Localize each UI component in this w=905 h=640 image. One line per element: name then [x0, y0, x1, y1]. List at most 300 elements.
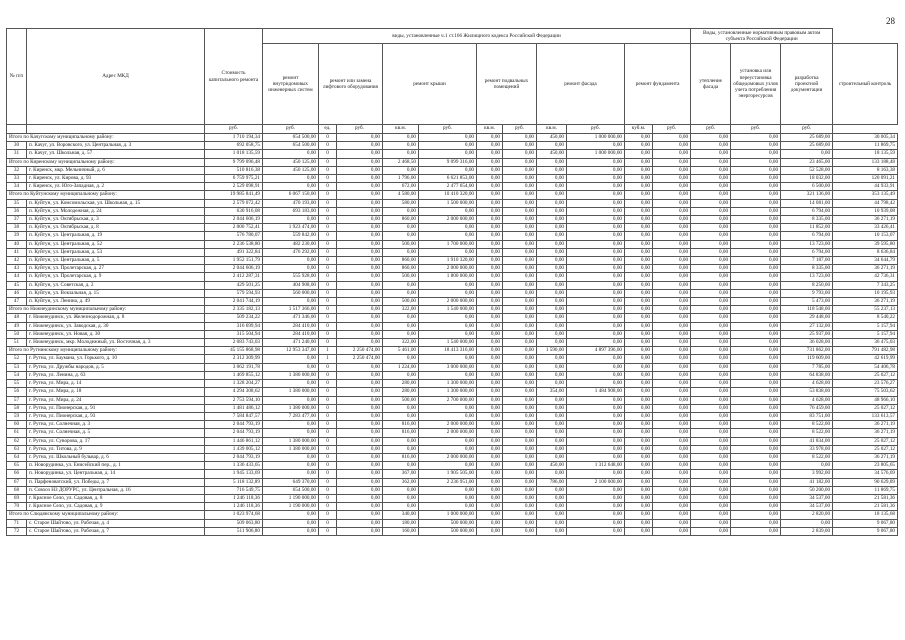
value-cell: 0,00	[731, 306, 781, 314]
row-address: г. Рутна, ул. Суворова, д. 17	[27, 437, 205, 445]
value-cell: 0,00	[691, 527, 731, 535]
value-cell: 0,00	[567, 273, 625, 281]
table-row	[7, 486, 898, 494]
value-cell: 0,00	[731, 257, 781, 265]
value-cell: 0,00	[477, 445, 503, 453]
value-cell: 0,00	[537, 519, 567, 527]
row-address: п. Куйтун, ул. Центральная, д. 19	[27, 232, 205, 240]
value-cell: 0,00	[731, 453, 781, 461]
value-cell: 48 966,10	[833, 396, 898, 404]
value-cell: 0,00	[477, 511, 503, 519]
value-cell: 0,00	[653, 437, 691, 445]
value-cell: 0,00	[691, 347, 731, 355]
value-cell: 0,00	[653, 388, 691, 396]
value-cell: 0	[319, 478, 337, 486]
value-cell: 0,00	[477, 453, 503, 461]
value-cell: 500,00	[383, 396, 419, 404]
value-cell: 0,00	[419, 486, 477, 494]
value-cell: 0,00	[263, 470, 319, 478]
value-cell: 36 271,19	[833, 298, 898, 306]
value-cell: 0,00	[691, 339, 731, 347]
value-cell: 34 576,69	[833, 470, 898, 478]
value-cell: 0,00	[337, 298, 383, 306]
value-cell: 1 380 000,00	[263, 404, 319, 412]
row-number: 48	[7, 314, 27, 322]
value-cell: 0,00	[383, 150, 419, 158]
value-cell: 8 540,22	[833, 314, 898, 322]
value-cell: 36 028,00	[781, 339, 833, 347]
value-cell: 0,00	[625, 511, 653, 519]
value-cell: 10 195,93	[833, 289, 898, 297]
value-cell: 1 439 005,12	[205, 445, 263, 453]
value-cell: 0,00	[625, 248, 653, 256]
row-address: г. Красное Село, ул. Садовая, д. 9	[27, 503, 205, 511]
value-cell: 6 621 853,00	[419, 175, 477, 183]
value-cell: 0,00	[537, 503, 567, 511]
value-cell: 482 230,00	[263, 240, 319, 248]
value-cell: 0,00	[477, 322, 503, 330]
row-address: г. Рутна, ул. Баумана, ул. Горького, д. 10	[27, 355, 205, 363]
value-cell: 786,00	[537, 478, 567, 486]
unit-cell: руб.	[731, 125, 781, 134]
value-cell: 0,00	[731, 470, 781, 478]
row-number: 49	[7, 322, 27, 330]
value-cell: 0,00	[503, 355, 537, 363]
value-cell: 0,00	[503, 224, 537, 232]
row-address: п. Качуг, ул. Воровского, ул. Центральная, д. 3	[27, 142, 205, 150]
group-regional-header: Виды, установленные нормативным правовым актом субъекта Российской Федерации	[691, 29, 833, 44]
value-cell: 0,00	[625, 355, 653, 363]
value-cell: 0,00	[503, 289, 537, 297]
row-number: 59	[7, 412, 27, 420]
row-address: г. Рутна, ул. Солнечная, д. 3	[27, 421, 205, 429]
value-cell: 1 000 000,00	[419, 511, 477, 519]
value-cell: 0,00	[567, 519, 625, 527]
subtotal-label: Итого по Нижнеудинскому муниципальному району:	[7, 306, 205, 314]
value-cell: 0,00	[731, 150, 781, 158]
value-cell: 0	[319, 224, 337, 232]
value-cell: 0	[319, 207, 337, 215]
value-cell: 0,00	[337, 142, 383, 150]
table-row	[7, 437, 898, 445]
value-cell: 0,00	[691, 248, 731, 256]
value-cell: 0,00	[625, 150, 653, 158]
value-cell: 672,00	[383, 183, 419, 191]
value-cell: 0,00	[691, 166, 731, 174]
value-cell: 0,00	[653, 150, 691, 158]
value-cell: 0,00	[625, 347, 653, 355]
table-row	[7, 429, 898, 437]
row-address: г. Киренск, мкр. Мельничный, д. 6	[27, 166, 205, 174]
value-cell: 0,00	[653, 191, 691, 199]
value-cell: 3 992,00	[781, 470, 833, 478]
value-cell: 6 067 150,00	[263, 191, 319, 199]
value-cell: 0,00	[383, 486, 419, 494]
value-cell: 555 928,00	[263, 273, 319, 281]
value-cell: 0,00	[567, 396, 625, 404]
table-row	[7, 322, 898, 330]
value-cell: 0,00	[537, 142, 567, 150]
value-cell: 0,00	[625, 134, 653, 142]
value-cell: 1 590,00	[537, 347, 567, 355]
value-cell: 21 581,36	[833, 494, 898, 502]
col-address-header: Адрес МКД	[27, 29, 205, 125]
value-cell: 0,00	[337, 314, 383, 322]
value-cell: 0,00	[625, 339, 653, 347]
value-cell: 0,00	[537, 453, 567, 461]
value-cell: 0,00	[419, 150, 477, 158]
value-cell: 0,00	[477, 388, 503, 396]
value-cell: 470 193,00	[263, 199, 319, 207]
value-cell: 0,00	[477, 224, 503, 232]
value-cell: 0,00	[691, 486, 731, 494]
value-cell: 816,00	[383, 453, 419, 461]
row-number: 58	[7, 404, 27, 412]
value-cell: 25 689,00	[781, 142, 833, 150]
value-cell: 0,00	[477, 330, 503, 338]
value-cell: 44 798,42	[833, 199, 898, 207]
value-cell: 0,00	[625, 519, 653, 527]
value-cell: 429 501,25	[205, 281, 263, 289]
value-cell: 0,00	[653, 347, 691, 355]
value-cell: 0,00	[503, 281, 537, 289]
value-cell: 0,00	[383, 224, 419, 232]
value-cell: 560 000,00	[263, 289, 319, 297]
value-cell: 36 271,19	[833, 216, 898, 224]
value-cell: 9 793,00	[781, 289, 833, 297]
value-cell: 0,00	[731, 224, 781, 232]
row-address: г. Рутна, ул. Мира, д. 18	[27, 388, 205, 396]
value-cell: 0,00	[731, 503, 781, 511]
value-cell: 25 027,12	[833, 437, 898, 445]
value-cell: 0,00	[537, 437, 567, 445]
value-cell: 0,00	[625, 257, 653, 265]
value-cell: 0,00	[731, 281, 781, 289]
unit-cell: куб.м.	[625, 125, 653, 134]
value-cell: 0,00	[691, 429, 731, 437]
value-cell: 0,00	[567, 486, 625, 494]
value-cell: 34 537,00	[781, 494, 833, 502]
value-cell: 0,00	[537, 199, 567, 207]
value-cell: 2 312 309,99	[205, 355, 263, 363]
value-cell: 0	[319, 412, 337, 420]
row-number: 37	[7, 216, 27, 224]
value-cell: 180,00	[383, 519, 419, 527]
value-cell: 500 000,00	[419, 527, 477, 535]
value-cell: 2 839,00	[781, 527, 833, 535]
value-cell: 0,00	[337, 232, 383, 240]
value-cell: 0,00	[691, 240, 731, 248]
value-cell: 353 135,49	[833, 191, 898, 199]
value-cell: 1 923 474,00	[263, 224, 319, 232]
value-cell: 0,00	[625, 232, 653, 240]
row-number: 42	[7, 257, 27, 265]
subtotal-row	[7, 347, 898, 355]
row-address: г. Нижнеудинск, ул. Новая, д. 30	[27, 330, 205, 338]
value-cell: 280,00	[383, 380, 419, 388]
value-cell: 52 528,00	[781, 166, 833, 174]
row-number: 69	[7, 494, 27, 502]
value-cell: 0	[319, 150, 337, 158]
value-cell: 0,00	[625, 265, 653, 273]
value-cell: 0,00	[653, 462, 691, 470]
table-row	[7, 363, 898, 371]
value-cell: 0,00	[625, 380, 653, 388]
value-cell: 9 067,80	[833, 519, 898, 527]
value-cell: 0,00	[263, 396, 319, 404]
value-cell: 0,00	[337, 306, 383, 314]
value-cell: 0,00	[567, 445, 625, 453]
value-cell: 450 125,00	[263, 166, 319, 174]
value-cell: 27 132,00	[781, 322, 833, 330]
value-cell: 0	[319, 281, 337, 289]
value-cell: 0,00	[625, 306, 653, 314]
value-cell: 0,00	[337, 224, 383, 232]
value-cell: 1 246 118,36	[205, 494, 263, 502]
value-cell: 0,00	[337, 150, 383, 158]
value-cell: 0,00	[537, 207, 567, 215]
unit-cell: руб.	[263, 125, 319, 134]
value-cell: 0,00	[691, 216, 731, 224]
value-cell: 0,00	[383, 289, 419, 297]
value-cell: 692 058,75	[205, 142, 263, 150]
row-address: г. Красное Село, ул. Садовая, д. 8	[27, 494, 205, 502]
value-cell: 2 236 951,00	[419, 478, 477, 486]
value-cell: 0	[319, 257, 337, 265]
value-cell: 0,00	[503, 306, 537, 314]
value-cell: 0,00	[537, 273, 567, 281]
col-control-header: строительный контроль	[833, 44, 898, 125]
value-cell: 0,00	[567, 421, 625, 429]
table-row	[7, 462, 898, 470]
value-cell: 0,00	[653, 503, 691, 511]
value-cell: 0,00	[731, 216, 781, 224]
value-cell: 0,00	[653, 445, 691, 453]
value-cell: 0	[319, 462, 337, 470]
value-cell: 0,00	[337, 396, 383, 404]
value-cell: 0,00	[263, 380, 319, 388]
value-cell: 1 800 000,00	[419, 273, 477, 281]
table-row	[7, 404, 898, 412]
subtotal-label: Итого по Рутнинскому муниципальному району:	[7, 347, 205, 355]
value-cell: 0,00	[477, 380, 503, 388]
value-cell: 0,00	[731, 527, 781, 535]
value-cell: 0,00	[731, 404, 781, 412]
value-cell: 36 271,19	[833, 421, 898, 429]
value-cell: 0,00	[477, 396, 503, 404]
value-cell: 0	[319, 494, 337, 502]
value-cell: 0,00	[383, 445, 419, 453]
value-cell: 0,00	[263, 511, 319, 519]
value-cell: 0	[319, 511, 337, 519]
subtotal-label: Итого по Киренскому муниципальному району:	[7, 158, 205, 166]
value-cell: 0,00	[731, 380, 781, 388]
value-cell: 11 869,75	[833, 486, 898, 494]
value-cell: 0,00	[731, 158, 781, 166]
value-cell: 0,00	[691, 150, 731, 158]
row-number: 64	[7, 453, 27, 461]
value-cell: 0,00	[653, 142, 691, 150]
value-cell: 29 448,00	[781, 314, 833, 322]
value-cell: 0,00	[731, 355, 781, 363]
units-row	[7, 125, 898, 134]
value-cell: 0,00	[337, 289, 383, 297]
value-cell: 0,00	[477, 207, 503, 215]
value-cell: 0,00	[383, 232, 419, 240]
table-row	[7, 257, 898, 265]
table-row	[7, 503, 898, 511]
value-cell: 0,00	[731, 248, 781, 256]
value-cell: 0,00	[653, 265, 691, 273]
value-cell: 0	[319, 330, 337, 338]
value-cell: 1 540 000,00	[419, 306, 477, 314]
value-cell: 0,00	[567, 437, 625, 445]
value-cell: 1 945 133,69	[205, 470, 263, 478]
unit-cell: руб.	[781, 125, 833, 134]
value-cell: 0,00	[477, 216, 503, 224]
value-cell: 0,00	[625, 199, 653, 207]
value-cell: 0,00	[731, 273, 781, 281]
value-cell: 0,00	[731, 207, 781, 215]
value-cell: 0,00	[567, 298, 625, 306]
value-cell: 10 153,07	[833, 232, 898, 240]
value-cell: 0,00	[781, 150, 833, 158]
value-cell: 0,00	[263, 183, 319, 191]
value-cell: 2 579 072,42	[205, 199, 263, 207]
value-cell: 4 580,00	[383, 191, 419, 199]
row-address: г. Рутна, ул. Солнечная, д. 5	[27, 429, 205, 437]
value-cell: 0,00	[731, 322, 781, 330]
value-cell: 0,00	[477, 158, 503, 166]
value-cell: 0,00	[337, 527, 383, 535]
value-cell: 0	[319, 199, 337, 207]
value-cell: 0,00	[625, 478, 653, 486]
group-article-header: виды, установленные ч.1 ст.166 Жилищного кодекса Российской Федерации	[263, 29, 691, 44]
row-number: 56	[7, 388, 27, 396]
value-cell: 0,00	[537, 429, 567, 437]
table-row	[7, 453, 898, 461]
value-cell: 0,00	[691, 191, 731, 199]
row-number: 68	[7, 486, 27, 494]
value-cell: 0,00	[477, 421, 503, 429]
value-cell: 1 952 151,79	[205, 257, 263, 265]
value-cell: 0,00	[653, 273, 691, 281]
subtotal-row	[7, 158, 898, 166]
value-cell: 21 581,36	[833, 503, 898, 511]
value-cell: 0	[319, 314, 337, 322]
row-number: 36	[7, 207, 27, 215]
value-cell: 25 689,00	[781, 134, 833, 142]
value-cell: 0,00	[625, 421, 653, 429]
value-cell: 0,00	[337, 363, 383, 371]
value-cell: 0,00	[419, 289, 477, 297]
col-cost-header: Стоимость капитального ремонта	[205, 29, 263, 125]
value-cell: 0	[319, 216, 337, 224]
value-cell: 25 937,00	[781, 330, 833, 338]
value-cell: 367,00	[383, 470, 419, 478]
value-cell: 0,00	[337, 191, 383, 199]
value-cell: 0,00	[731, 478, 781, 486]
value-cell: 579 594,93	[205, 289, 263, 297]
value-cell: 0,00	[731, 232, 781, 240]
value-cell: 0,00	[731, 347, 781, 355]
value-cell: 0,00	[503, 298, 537, 306]
value-cell: 2 041 744,19	[205, 298, 263, 306]
value-cell: 0,00	[263, 150, 319, 158]
value-cell: 0,00	[653, 363, 691, 371]
row-address: г. Нижнеудинск, ул. Заводская, д. 30	[27, 322, 205, 330]
value-cell: 630 916,08	[205, 207, 263, 215]
value-cell: 0,00	[503, 273, 537, 281]
value-cell: 0,00	[263, 462, 319, 470]
value-cell: 0,00	[503, 462, 537, 470]
value-cell: 0,00	[567, 142, 625, 150]
value-cell: 1 328 204,27	[205, 380, 263, 388]
value-cell: 0,00	[419, 404, 477, 412]
value-cell: 0,00	[419, 232, 477, 240]
value-cell: 0,00	[419, 494, 477, 502]
value-cell: 1 710 194,34	[205, 134, 263, 142]
value-cell: 0,00	[625, 396, 653, 404]
value-cell: 41 834,00	[781, 437, 833, 445]
value-cell: 0,00	[503, 437, 537, 445]
row-address: п. Куйтун, ул. Центральная, д. 53	[27, 248, 205, 256]
col-elevator-header: ремонт или замена лифтового оборудования	[319, 44, 383, 125]
value-cell: 2 477 654,00	[419, 183, 477, 191]
value-cell: 500 000,00	[419, 519, 477, 527]
value-cell: 0	[319, 183, 337, 191]
value-cell: 2 100 000,00	[567, 478, 625, 486]
value-cell: 0,00	[383, 412, 419, 420]
value-cell: 0,00	[567, 363, 625, 371]
row-number: 33	[7, 175, 27, 183]
table-row	[7, 371, 898, 379]
value-cell: 450,00	[537, 462, 567, 470]
value-cell: 0,00	[537, 511, 567, 519]
value-cell: 0,00	[625, 314, 653, 322]
subtotal-label: Итого по Слюдянскому муниципальному району:	[7, 511, 205, 519]
value-cell: 0	[319, 339, 337, 347]
value-cell: 0,00	[503, 511, 537, 519]
table-row	[7, 396, 898, 404]
value-cell: 0,00	[653, 298, 691, 306]
value-cell: 1 380 000,00	[263, 371, 319, 379]
value-cell: 0,00	[567, 248, 625, 256]
value-cell: 0,00	[653, 470, 691, 478]
row-address: п. Куйтун, ул. Пролетарская, д. 27	[27, 265, 205, 273]
value-cell: 0,00	[503, 257, 537, 265]
value-cell: 0,00	[383, 503, 419, 511]
value-cell: 0,00	[567, 281, 625, 289]
value-cell: 0,00	[419, 437, 477, 445]
value-cell: 36 475,03	[833, 339, 898, 347]
row-address: п. Куйтун, ул. Ленина, д. 49	[27, 298, 205, 306]
value-cell: 654 500,00	[263, 486, 319, 494]
value-cell: 2 000 000,00	[419, 421, 477, 429]
value-cell: 0,00	[503, 166, 537, 174]
value-cell: 0,00	[419, 134, 477, 142]
row-address: г. Рутна, ул. Школьный бульвар, д. 6	[27, 453, 205, 461]
value-cell: 3 000 000,00	[419, 363, 477, 371]
value-cell: 2 044 606,19	[205, 216, 263, 224]
unit-cell: руб.	[419, 125, 477, 134]
value-cell: 8 163,38	[833, 166, 898, 174]
value-cell: 649 370,00	[263, 478, 319, 486]
value-cell: 0,00	[477, 191, 503, 199]
value-cell: 0,00	[503, 265, 537, 273]
value-cell: 0,00	[653, 183, 691, 191]
value-cell: 1 481 486,12	[205, 404, 263, 412]
